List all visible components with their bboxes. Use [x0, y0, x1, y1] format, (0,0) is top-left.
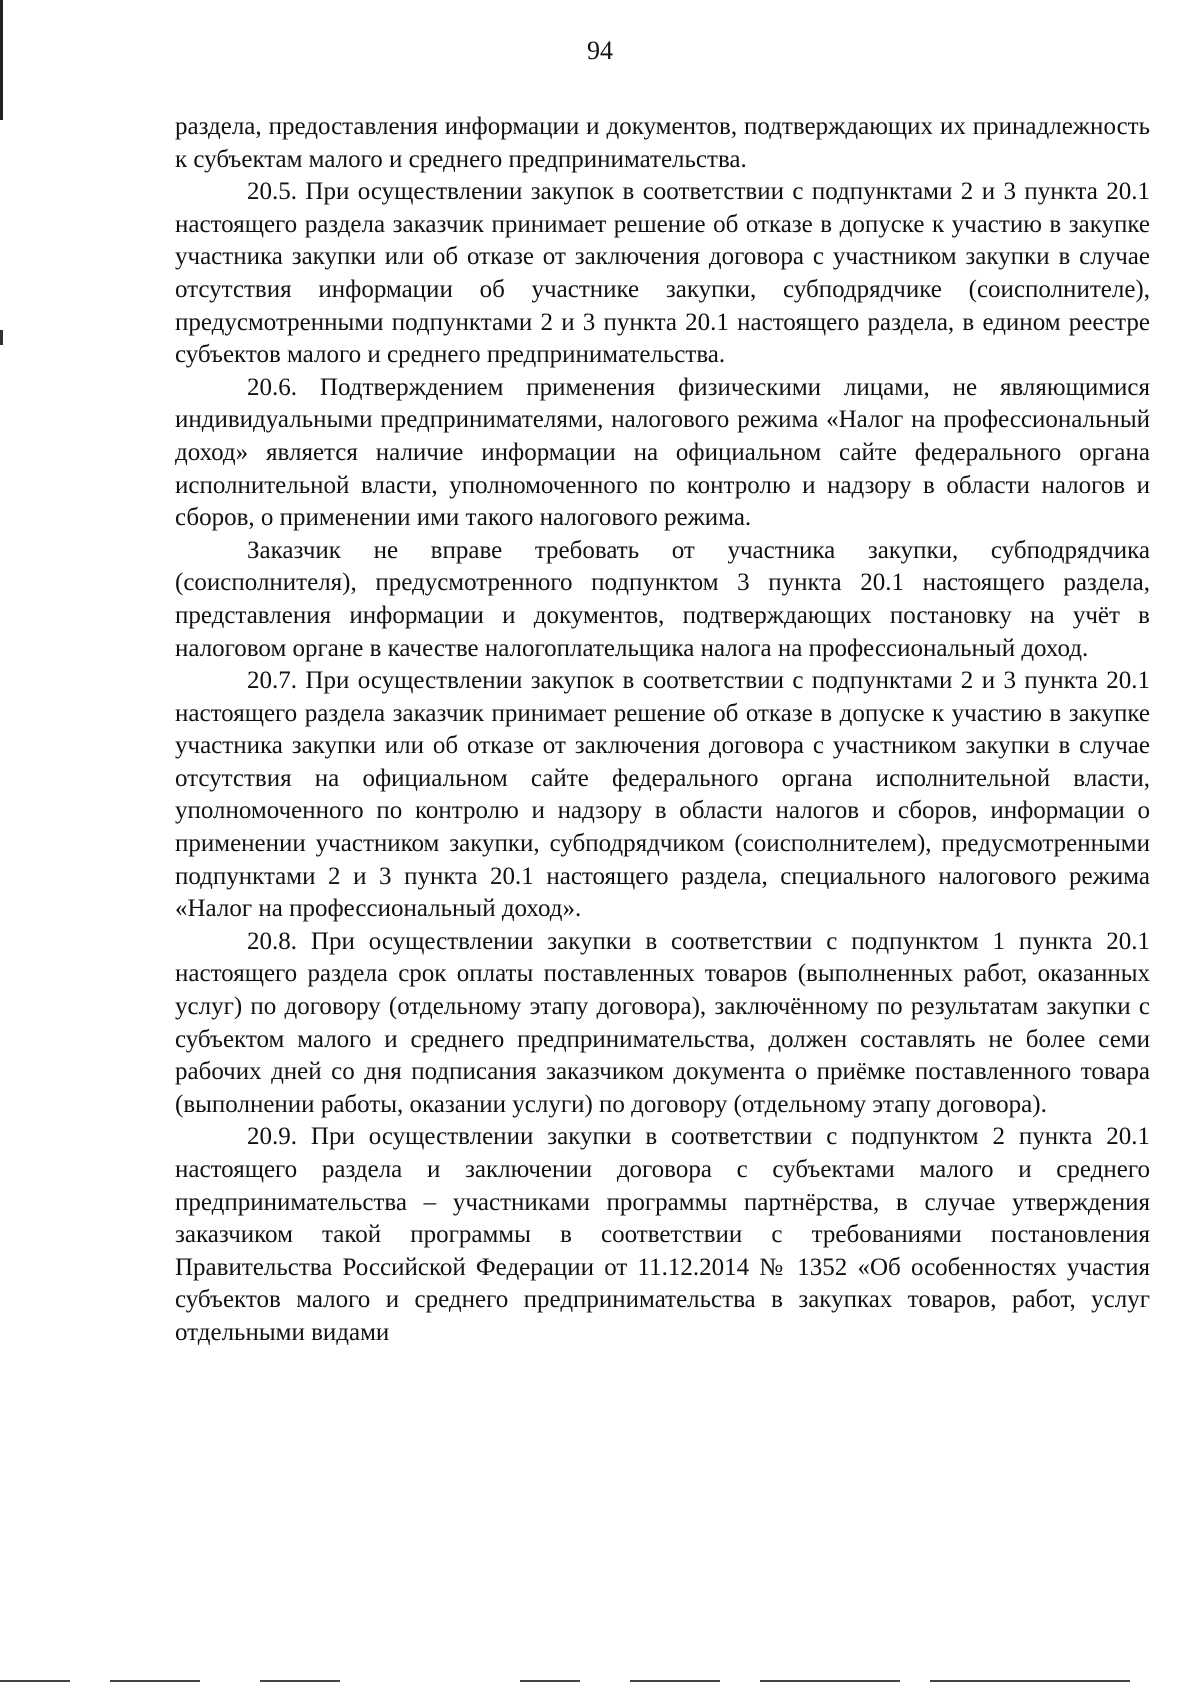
paragraph-20-8: 20.8. При осуществлении закупки в соответствии с подпунктом 1 пункта 20.1 настоящего раздела срок оплаты поставленных товаров (выполненных работ, оказанных услуг) по договору (отдельному этапу договора), заключённому по результатам закупки с субъектом малого и среднего предпринимательства, должен составлять не более семи рабочих дней со дня подписания заказчиком документа о приёмке поставленного товара (выполнении работы, оказании услуги) по договору (отдельному этапу договора).: [175, 927, 1150, 1118]
paragraph-20-6: 20.6. Подтверждением применения физическими лицами, не являющимися индивидуальными предпринимателями, налогового режима «Налог на профессиональный доход» является наличие информации на официальном сайте федерального органа исполнительной власти, уполномоченного по контролю и надзору в области налогов и сборов, о применении ими такого налогового режима.: [175, 373, 1150, 532]
scan-edge-left: [0, 0, 3, 1696]
document-body: [175, 111, 1150, 1350]
paragraph-20-7: 20.7. При осуществлении закупок в соответствии с подпунктами 2 и 3 пункта 20.1 настоящего раздела заказчик принимает решение об отказе в допуске к участию в закупке участника закупки или об отказе от заключения договора с участником закупки в случае отсутствия на официальном сайте федерального органа исполнительной власти, уполномоченного по контролю и надзору в области налогов и сборов, информации о применении участником закупки, субподрядчиком (соисполнителем), предусмотренными подпунктами 2 и 3 пункта 20.1 настоящего раздела, специального налогового режима «Налог на профессиональный доход».: [175, 667, 1150, 923]
scan-bottom-rule: [0, 1680, 1200, 1684]
paragraph-20-6-customer: Заказчик не вправе требовать от участника закупки, субподрядчика (соисполнителя), предусмотренного подпунктом 3 пункта 20.1 настоящего раздела, представления информации и документов, подтверждающих постановку на учёт в налоговом органе в качестве налогоплательщика налога на профессиональный доход.: [175, 536, 1150, 662]
paragraph-20-5: 20.5. При осуществлении закупок в соответствии с подпунктами 2 и 3 пункта 20.1 настоящего раздела заказчик принимает решение об отказе в допуске к участию в закупке участника закупки или об отказе от заключения договора с участником закупки в случае отсутствия информации об участнике закупки, субподрядчике (соисполнителе), предусмотренными подпунктами 2 и 3 пункта 20.1 настоящего раздела, в едином реестре субъектов малого и среднего предпринимательства.: [175, 178, 1150, 369]
paragraph-20-9: 20.9. При осуществлении закупки в соответствии с подпунктом 2 пункта 20.1 настоящего раздела и заключении договора с субъектами малого и среднего предпринимательства – участниками программы партнёрства, в случае утверждения заказчиком такой программы в соответствии с требованиями постановления Правительства Российской Федерации от 11.12.2014 № 1352 «Об особенностях участия субъектов малого и среднего предпринимательства в закупках товаров, работ, услуг отдельными видами: [175, 1123, 1150, 1346]
paragraph-continuation: раздела, предоставления информации и документов, подтверждающих их принадлежность к субъектам малого и среднего предпринимательства.: [175, 113, 1150, 173]
page-number: 94: [587, 36, 613, 65]
